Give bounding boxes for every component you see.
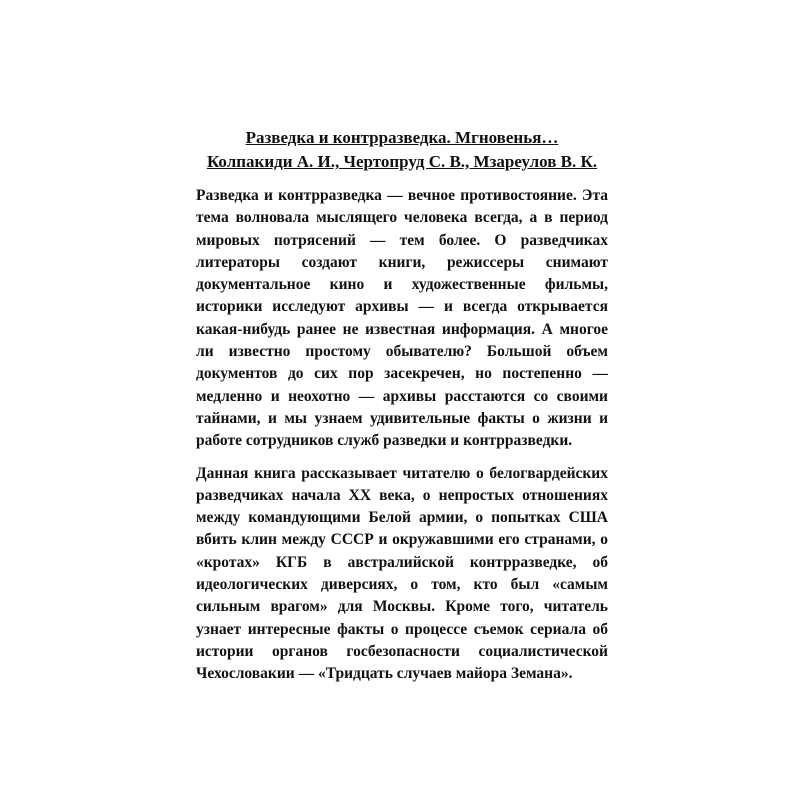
text-line: тайнами, и мы узнаем удивительные факты о жизни и [196,409,608,427]
authors-line: Колпакиди А. И., Чертопруд С. В., Мзареулов В. К. [206,152,598,171]
document-page [196,126,608,686]
paragraph-intro [196,185,608,453]
text-line: сильным врагом» для Москвы. Кроме того, читатель [196,598,608,616]
book-title [196,126,608,174]
text-line: мировых потрясений — тем более. О разведчиках [196,231,608,249]
text-line: какая-нибудь ранее не известная информация. А многое [196,320,608,338]
text-line: работе сотрудников служб разведки и контрразведки. [196,432,573,450]
text-line: идеологических диверсиях, о том, кто был «самым [196,576,608,594]
title-line: Разведка и контрразведка. Мгновенья… [245,128,559,147]
text-line: Чехословакии — «Тридцать случаев майора Земана». [196,665,573,683]
text-line: Данная книга рассказывает читателю о белогвардейских [196,464,608,482]
text-line: разведчиках начала XX века, о непростых отношениях [196,486,608,504]
text-line: «кротах» КГБ в австралийской контрразведке, об [196,553,608,571]
text-line: истории органов госбезопасности социалистической [196,642,608,660]
text-line: Разведка и контрразведка — вечное противостояние. Эта [196,187,608,204]
text-line: историки исследуют архивы — и всегда открывается [196,298,608,316]
text-line: документов до сих пор засекречен, но постепенно — [196,365,608,383]
text-line: документальное кино и художественные фильмы, [196,276,608,294]
text-line: между командующими Белой армии, о попытках США [196,509,608,527]
text-line: ли известно простому обывателю? Большой объем [196,343,608,361]
text-line: медленно и неохотно — архивы расстаются со своими [196,387,608,405]
text-line: тема волновала мыслящего человека всегда, а в период [196,209,608,227]
paragraph-book-summary [196,463,608,686]
text-line: вбить клин между СССР и окружавшими его странами, о [196,531,608,549]
text-line: литераторы создают книги, режиссеры снимают [196,253,608,271]
text-line: узнает интересные факты о процессе съемок сериала об [196,620,608,638]
